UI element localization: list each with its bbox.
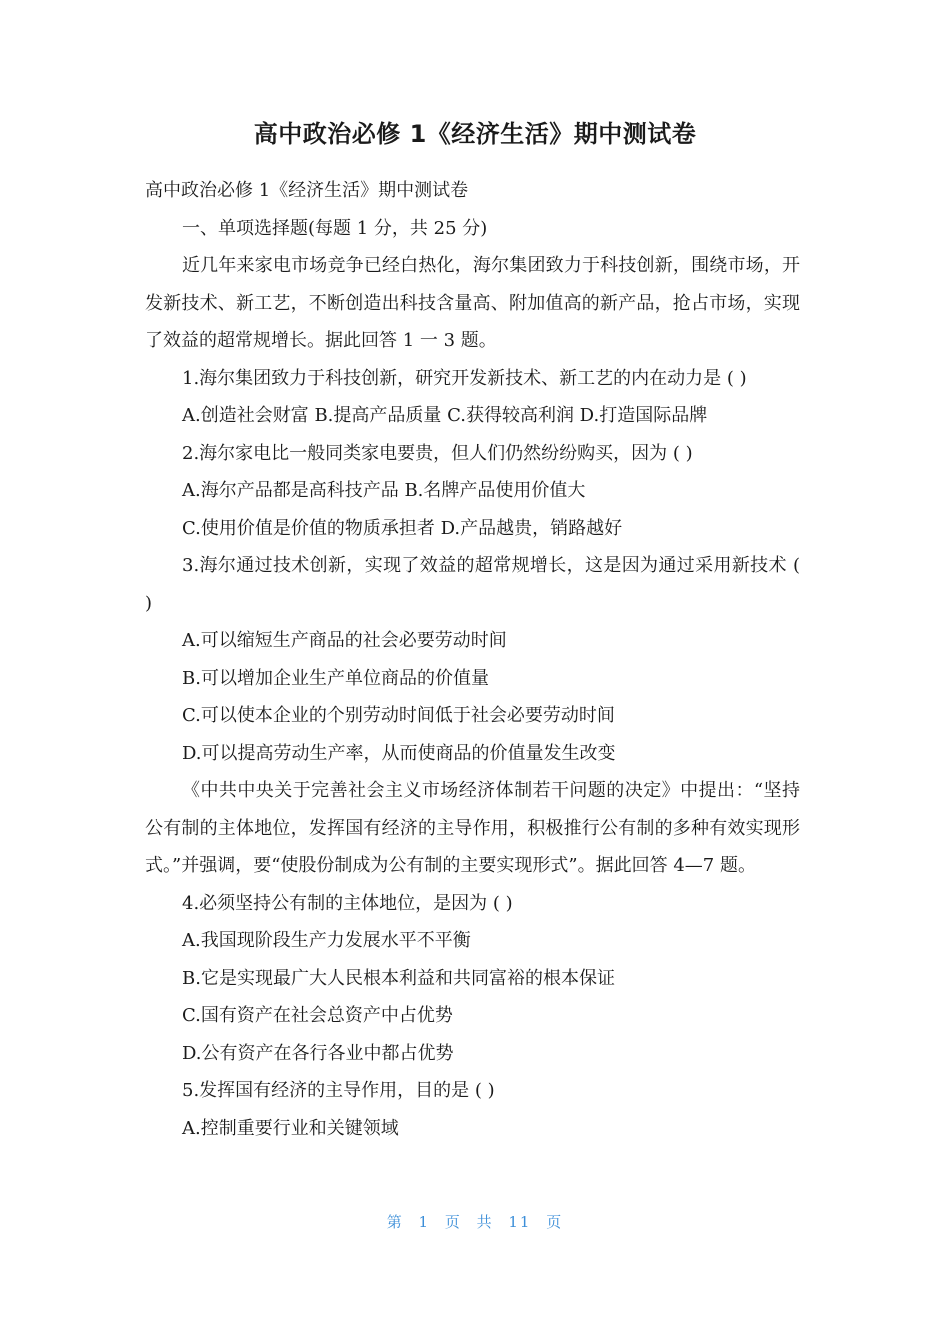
answer-options: A.创造社会财富 B.提高产品质量 C.获得较高利润 D.打造国际品牌 [182,405,708,426]
answer-option: C.可以使本企业的个别劳动时间低于社会必要劳动时间 [182,705,615,726]
answer-option: A.控制重要行业和关键领域 [182,1117,399,1139]
question: 3.海尔通过技术创新，实现了效益的超常规增长，这是因为通过采用新技术 ( ) [145,555,800,614]
page-number-footer: 第 1 页 共 11 页 [386,1213,564,1231]
paragraph: 《中共中央关于完善社会主义市场经济体制若干问题的决定》中提出：“坚持公有制的主体地位，发挥国有经济的主导作用，积极推行公有制的多种有效实现形式。”并强调，要“使股份制成为公有制的主要实现形式”。据此回答 4—7 题。 [145,780,800,876]
answer-option: B.可以增加企业生产单位商品的价值量 [182,667,489,689]
answer-option: A.可以缩短生产商品的社会必要劳动时间 [182,630,507,651]
section-heading: 一、单项选择题(每题 1 分，共 25 分) [182,217,488,239]
question: 2.海尔家电比一般同类家电要贵，但人们仍然纷纷购买，因为 ( ) [182,442,693,464]
question: 4.必须坚持公有制的主体地位，是因为 ( ) [182,892,513,914]
answer-options: C.使用价值是价值的物质承担者 D.产品越贵，销路越好 [182,517,623,539]
document-title: 高中政治必修 1《经济生活》期中测试卷 [253,120,697,148]
document-body [145,172,800,1147]
answer-option: D.公有资产在各行各业中都占优势 [182,1042,454,1064]
question: 1.海尔集团致力于科技创新，研究开发新技术、新工艺的内在动力是 ( ) [182,367,747,389]
answer-option: B.它是实现最广大人民根本利益和共同富裕的根本保证 [182,967,615,989]
paragraph: 高中政治必修 1《经济生活》期中测试卷 [145,180,469,201]
question: 5.发挥国有经济的主导作用，目的是 ( ) [182,1080,495,1101]
answer-option: C.国有资产在社会总资产中占优势 [182,1005,453,1026]
answer-option: A.我国现阶段生产力发展水平不平衡 [182,930,471,951]
answer-options: A.海尔产品都是高科技产品 B.名牌产品使用价值大 [182,480,586,501]
paragraph: 近几年来家电市场竞争已经白热化，海尔集团致力于科技创新，围绕市场，开发新技术、新工艺，不断创造出科技含量高、附加值高的新产品，抢占市场，实现了效益的超常规增长。据此回答 1 一 3 题。 [145,255,800,351]
answer-option: D.可以提高劳动生产率，从而使商品的价值量发生改变 [182,742,616,764]
